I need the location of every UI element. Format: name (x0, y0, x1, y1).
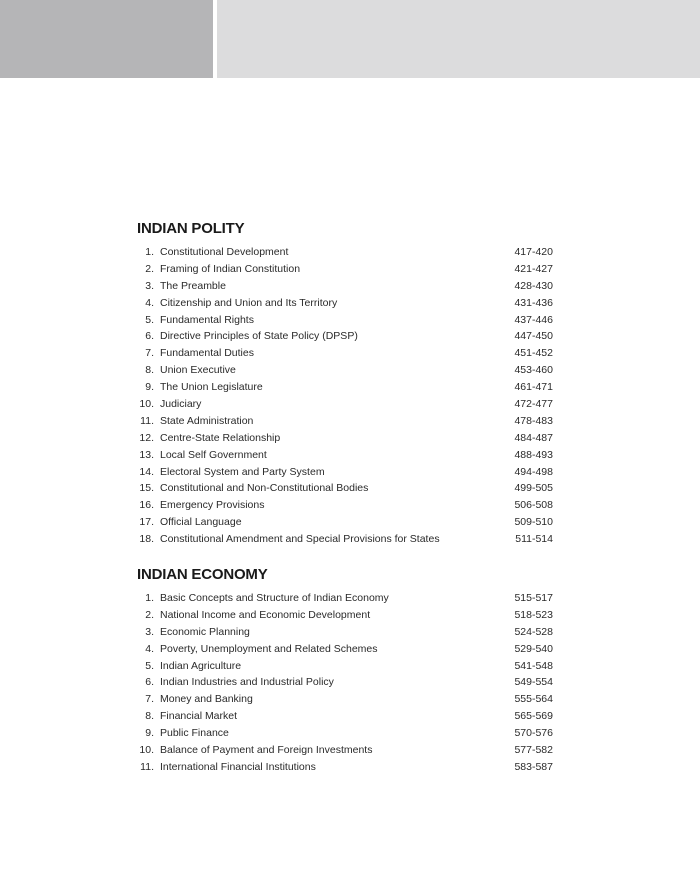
toc-entry-title: Electoral System and Party System (160, 465, 325, 478)
toc-entry-pages: 529-540 (514, 642, 553, 655)
toc-entry[interactable] (137, 590, 557, 607)
toc-list-economy (137, 590, 557, 776)
toc-entry-pages: 555-564 (514, 693, 553, 706)
toc-entry-pages: 421-427 (514, 262, 553, 275)
toc-entry-title: Citizenship and Union and Its Territory (160, 296, 338, 309)
toc-entry-number: 9. (145, 381, 154, 394)
toc-entry-pages: 451-452 (514, 347, 553, 360)
toc-entry-title: The Preamble (160, 279, 226, 292)
toc-entry-pages: 515-517 (514, 592, 553, 604)
toc-entry-pages: 478-483 (514, 414, 553, 427)
toc-entry-number: 5. (145, 659, 154, 672)
toc-entry-pages: 541-548 (514, 659, 553, 672)
toc-entry[interactable] (137, 725, 557, 742)
toc-entry[interactable] (137, 674, 557, 691)
toc-entry-pages: 472-477 (514, 398, 553, 411)
toc-entry-title: Economic Planning (160, 625, 250, 638)
toc-entry-title: International Financial Institutions (160, 760, 316, 773)
toc-entry[interactable] (137, 447, 557, 464)
toc-entry[interactable] (137, 759, 557, 776)
toc-entry-number: 13. (139, 448, 154, 461)
toc-entry-pages: 461-471 (514, 381, 553, 394)
toc-entry-number: 7. (145, 693, 154, 706)
header-divider (213, 0, 217, 78)
toc-entry-number: 6. (145, 676, 154, 689)
toc-entry[interactable] (137, 691, 557, 708)
toc-entry[interactable] (137, 607, 557, 624)
toc-entry-title: Poverty, Unemployment and Related Schemes (160, 642, 378, 655)
toc-entry[interactable] (137, 328, 557, 345)
toc-entry-title: Union Executive (160, 364, 236, 377)
toc-entry-title: Indian Industries and Industrial Policy (160, 676, 334, 689)
toc-entry[interactable] (137, 480, 557, 497)
toc-entry-pages: 488-493 (514, 448, 553, 461)
toc-entry-pages: 583-587 (514, 760, 553, 773)
toc-entry-number: 4. (145, 296, 154, 309)
toc-entry-number: 6. (145, 330, 154, 343)
toc-entry-number: 9. (145, 727, 154, 740)
toc-entry[interactable] (137, 641, 557, 658)
toc-entry[interactable] (137, 514, 557, 531)
toc-entry-number: 5. (145, 313, 154, 326)
toc-entry-number: 7. (145, 347, 154, 360)
toc-entry-title: National Income and Economic Development (160, 608, 371, 621)
toc-entry-number: 3. (145, 625, 154, 638)
toc-entry-pages: 506-508 (514, 499, 553, 512)
toc-entry-pages: 509-510 (514, 516, 553, 529)
toc-entry-number: 10. (139, 398, 154, 411)
toc-entry[interactable] (137, 624, 557, 641)
toc-entry-number: 17. (139, 516, 154, 529)
toc-entry-pages: 577-582 (514, 744, 553, 757)
toc-entry-pages: 447-450 (514, 330, 553, 343)
toc-entry[interactable] (137, 295, 557, 312)
toc-entry[interactable] (137, 464, 557, 481)
toc-entry-title: Emergency Provisions (160, 499, 265, 512)
section-title: INDIAN POLITY (137, 220, 245, 237)
toc-entry-title: Constitutional Amendment and Special Provisions for States (160, 533, 440, 546)
toc-entry-number: 3. (145, 279, 154, 292)
toc-entry[interactable] (137, 497, 557, 514)
toc-entry[interactable] (137, 396, 557, 413)
toc-entry-number: 11. (140, 414, 154, 427)
toc-entry-title: Public Finance (160, 727, 229, 740)
toc-entry-number: 11. (140, 760, 154, 773)
toc-entry-number: 16. (139, 499, 154, 512)
toc-entry-title: Constitutional Development (160, 246, 289, 258)
toc-entry-pages: 518-523 (514, 608, 553, 621)
toc-entry-title: Judiciary (160, 398, 202, 411)
toc-entry-title: Official Language (160, 516, 242, 529)
toc-entry-title: Directive Principles of State Policy (DPSP) (160, 330, 358, 343)
toc-entry-title: Financial Market (160, 710, 238, 723)
toc-entry-pages: 524-528 (514, 625, 553, 638)
toc-entry-pages: 494-498 (514, 465, 553, 478)
section-indian-polity (137, 218, 557, 548)
toc-entry-pages: 570-576 (514, 727, 553, 740)
toc-entry-pages: 417-420 (514, 246, 553, 258)
toc-entry[interactable] (137, 379, 557, 396)
header-block (0, 0, 213, 78)
toc-entry[interactable] (137, 362, 557, 379)
toc-entry[interactable] (137, 531, 557, 548)
toc-entry-number: 8. (145, 364, 154, 377)
toc-entry-title: Constitutional and Non-Constitutional Bodies (160, 482, 369, 495)
toc-entry-title: Fundamental Rights (160, 313, 254, 326)
toc-entry-title: Local Self Government (160, 448, 267, 461)
toc-entry-title: Indian Agriculture (160, 659, 242, 672)
toc-entry[interactable] (137, 658, 557, 675)
toc-entry-pages: 453-460 (514, 364, 553, 377)
toc-entry[interactable] (137, 742, 557, 759)
section-indian-economy (137, 564, 557, 776)
toc-entry[interactable] (137, 413, 557, 430)
toc-entry-title: Money and Banking (160, 693, 253, 706)
section-title: INDIAN ECONOMY (137, 566, 268, 583)
toc-entry-title: Centre-State Relationship (160, 431, 281, 444)
toc-entry-number: 12. (139, 431, 154, 444)
toc-entry-pages: 484-487 (514, 431, 553, 444)
toc-entry-pages: 437-446 (514, 313, 553, 326)
toc-entry-number: 8. (145, 710, 154, 723)
toc-entry[interactable] (137, 345, 557, 362)
toc-entry-pages: 549-554 (514, 676, 553, 689)
toc-entry-number: 4. (145, 642, 154, 655)
toc-entry-number: 1. (145, 592, 154, 604)
toc-entry[interactable] (137, 244, 557, 261)
toc-entry[interactable] (137, 430, 557, 447)
toc-entry-pages: 511-514 (515, 533, 553, 546)
toc-list-polity (137, 244, 557, 548)
toc-entry-pages: 565-569 (514, 710, 553, 723)
toc-entry-pages: 499-505 (514, 482, 553, 495)
toc-entry-number: 1. (145, 246, 154, 258)
toc-entry-title: Fundamental Duties (160, 347, 254, 360)
toc-entry-number: 14. (139, 465, 154, 478)
toc-entry-title: The Union Legislature (160, 381, 263, 394)
toc-entry-number: 2. (145, 262, 154, 275)
toc-entry-number: 10. (139, 744, 154, 757)
toc-entry-pages: 431-436 (514, 296, 553, 309)
toc-entry-number: 2. (145, 608, 154, 621)
toc-entry[interactable] (137, 278, 557, 295)
toc-entry[interactable] (137, 312, 557, 329)
toc-entry[interactable] (137, 261, 557, 278)
toc-entry-title: State Administration (160, 414, 254, 427)
toc-entry-number: 15. (139, 482, 154, 495)
toc-entry-number: 18. (139, 533, 154, 546)
toc-entry-title: Basic Concepts and Structure of Indian Economy (160, 592, 389, 604)
toc-entry-pages: 428-430 (514, 279, 553, 292)
toc-entry[interactable] (137, 708, 557, 725)
toc-entry-title: Framing of Indian Constitution (160, 262, 301, 275)
toc-entry-title: Balance of Payment and Foreign Investments (160, 744, 373, 757)
